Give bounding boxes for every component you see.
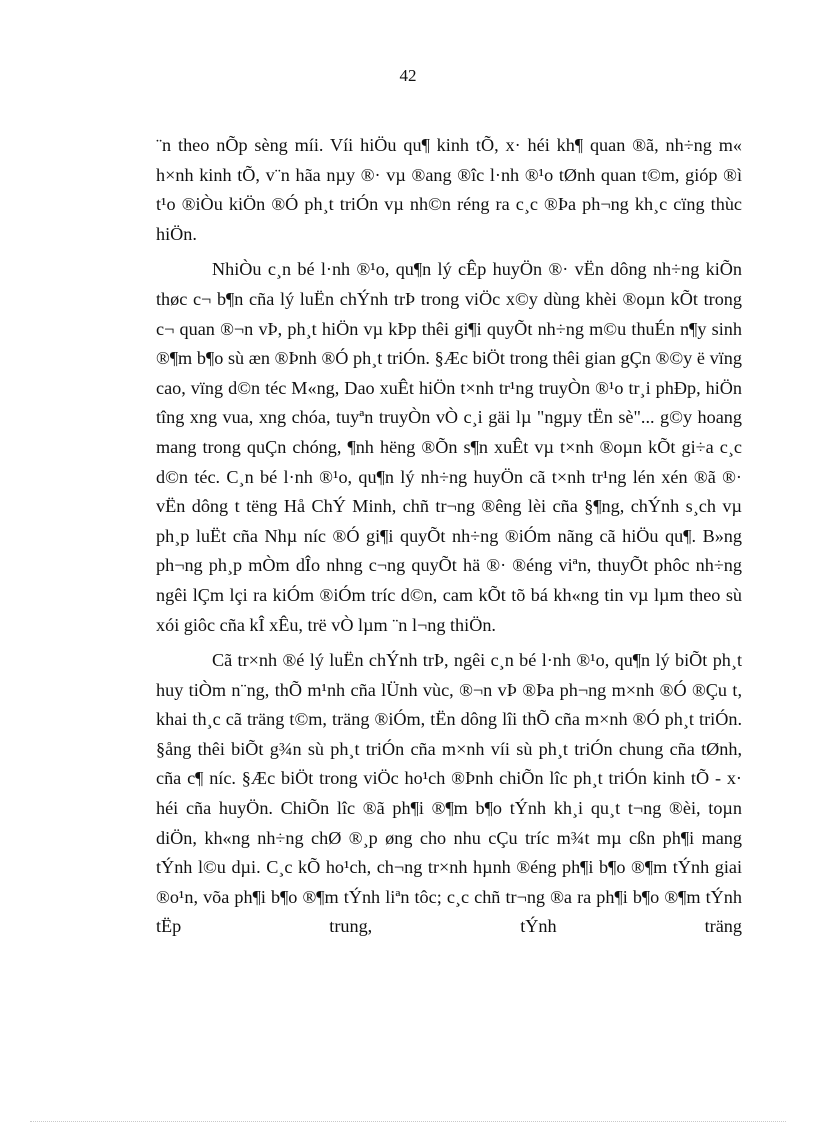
page-bottom-divider [30, 1121, 786, 1122]
page-number: 42 [399, 66, 417, 85]
paragraph-2: NhiÒu c¸n bé l·nh ®¹o, qu¶n lý cÊp huyÖn ®· vËn dông nh÷ng kiÕn thøc c¬ b¶n cña lý luËn chÝnh trÞ trong viÖc x©y dùng khèi ®oµn kÕt trong c¬ quan ®¬n vÞ, ph¸t hiÖn vµ kÞp thêi gi¶i quyÕt nh÷ng m©u thuÉn n¶y sinh ®¶m b¶o sù æn ®Þnh ®Ó ph¸t triÓn. §Æc biÖt trong thêi gian gÇn ®©y ë vïng cao, vïng d©n téc M«ng, Dao xuÊt hiÖn t×nh tr¹ng truyÒn ®¹o tr¸i phÐp, hiÖn tîng xng vua, xng chóa, tuyªn truyÒn vÒ c¸i gäi lµ "ngµy tËn sè"... g©y hoang mang trong quÇn chóng, ¶nh hëng ®Õn s¶n xuÊt vµ t×nh ®oµn kÕt gi÷a c¸c d©n téc. C¸n bé l·nh ®¹o, qu¶n lý nh÷ng huyÖn cã t×nh tr¹ng lén xén ®ã ®· vËn dông t tëng Hå ChÝ Minh, chñ tr¬ng ®êng lèi cña §¶ng, chÝnh s¸ch vµ ph¸p luËt cña Nhµ níc ®Ó gi¶i quyÕt nh÷ng ®iÓm nãng cã hiÖu qu¶. B»ng ph¬ng ph¸p mÒm dÎo nhng c¬ng quyÕt hä ®· ®éng viªn, thuyÕt phôc nh÷ng ngêi lÇm lçi ra kiÓm ®iÓm tríc d©n, cam kÕt tõ bá kh«ng tin vµ lµm theo sù xói giôc cña kÎ xÊu, trë vÒ lµm ¨n l¬ng thiÖn. [156, 259, 742, 635]
document-body [156, 131, 742, 942]
paragraph-3: Cã tr×nh ®é lý luËn chÝnh trÞ, ngêi c¸n bé l·nh ®¹o, qu¶n lý biÕt ph¸t huy tiÒm n¨ng, thÕ m¹nh cña lÜnh vùc, ®¬n vÞ ®Þa ph¬ng m×nh ®Ó ®Çu t, khai th¸c cã träng t©m, träng ®iÓm, tËn dông lîi thÕ cña m×nh ®Ó ph¸t triÓn. §ång thêi biÕt g¾n sù ph¸t triÓn cña m×nh víi sù ph¸t triÓn chung cña tØnh, cña c¶ níc. §Æc biÖt trong viÖc ho¹ch ®Þnh chiÕn lîc ph¸t triÓn kinh tÕ - x· héi cña huyÖn. ChiÕn lîc ®ã ph¶i ®¶m b¶o tÝnh kh¸i qu¸t t¬ng ®èi, toµn diÖn, kh«ng nh÷ng chØ ®¸p øng cho nhu cÇu tríc m¾t mµ cßn ph¶i mang tÝnh l©u dµi. C¸c kÕ ho¹ch, ch¬ng tr×nh hµnh ®éng ph¶i b¶o ®¶m tÝnh giai ®o¹n, võa ph¶i b¶o ®¶m tÝnh liªn tôc; c¸c chñ tr¬ng ®a ra ph¶i b¶o ®¶m tÝnh tËp trung, tÝnh träng [156, 650, 742, 937]
paragraph-1: ¨n theo nÕp sèng míi. Víi hiÖu qu¶ kinh tÕ, x· héi kh¶ quan ®ã, nh÷ng m« h×nh kinh tÕ, v¨n hãa nµy ®· vµ ®ang ®îc l·nh ®¹o tØnh quan t©m, gióp ®ì t¹o ®iÒu kiÖn ®Ó ph¸t triÓn vµ nh©n réng ra c¸c ®Þa ph¬ng kh¸c cïng thùc hiÖn. [156, 135, 742, 244]
